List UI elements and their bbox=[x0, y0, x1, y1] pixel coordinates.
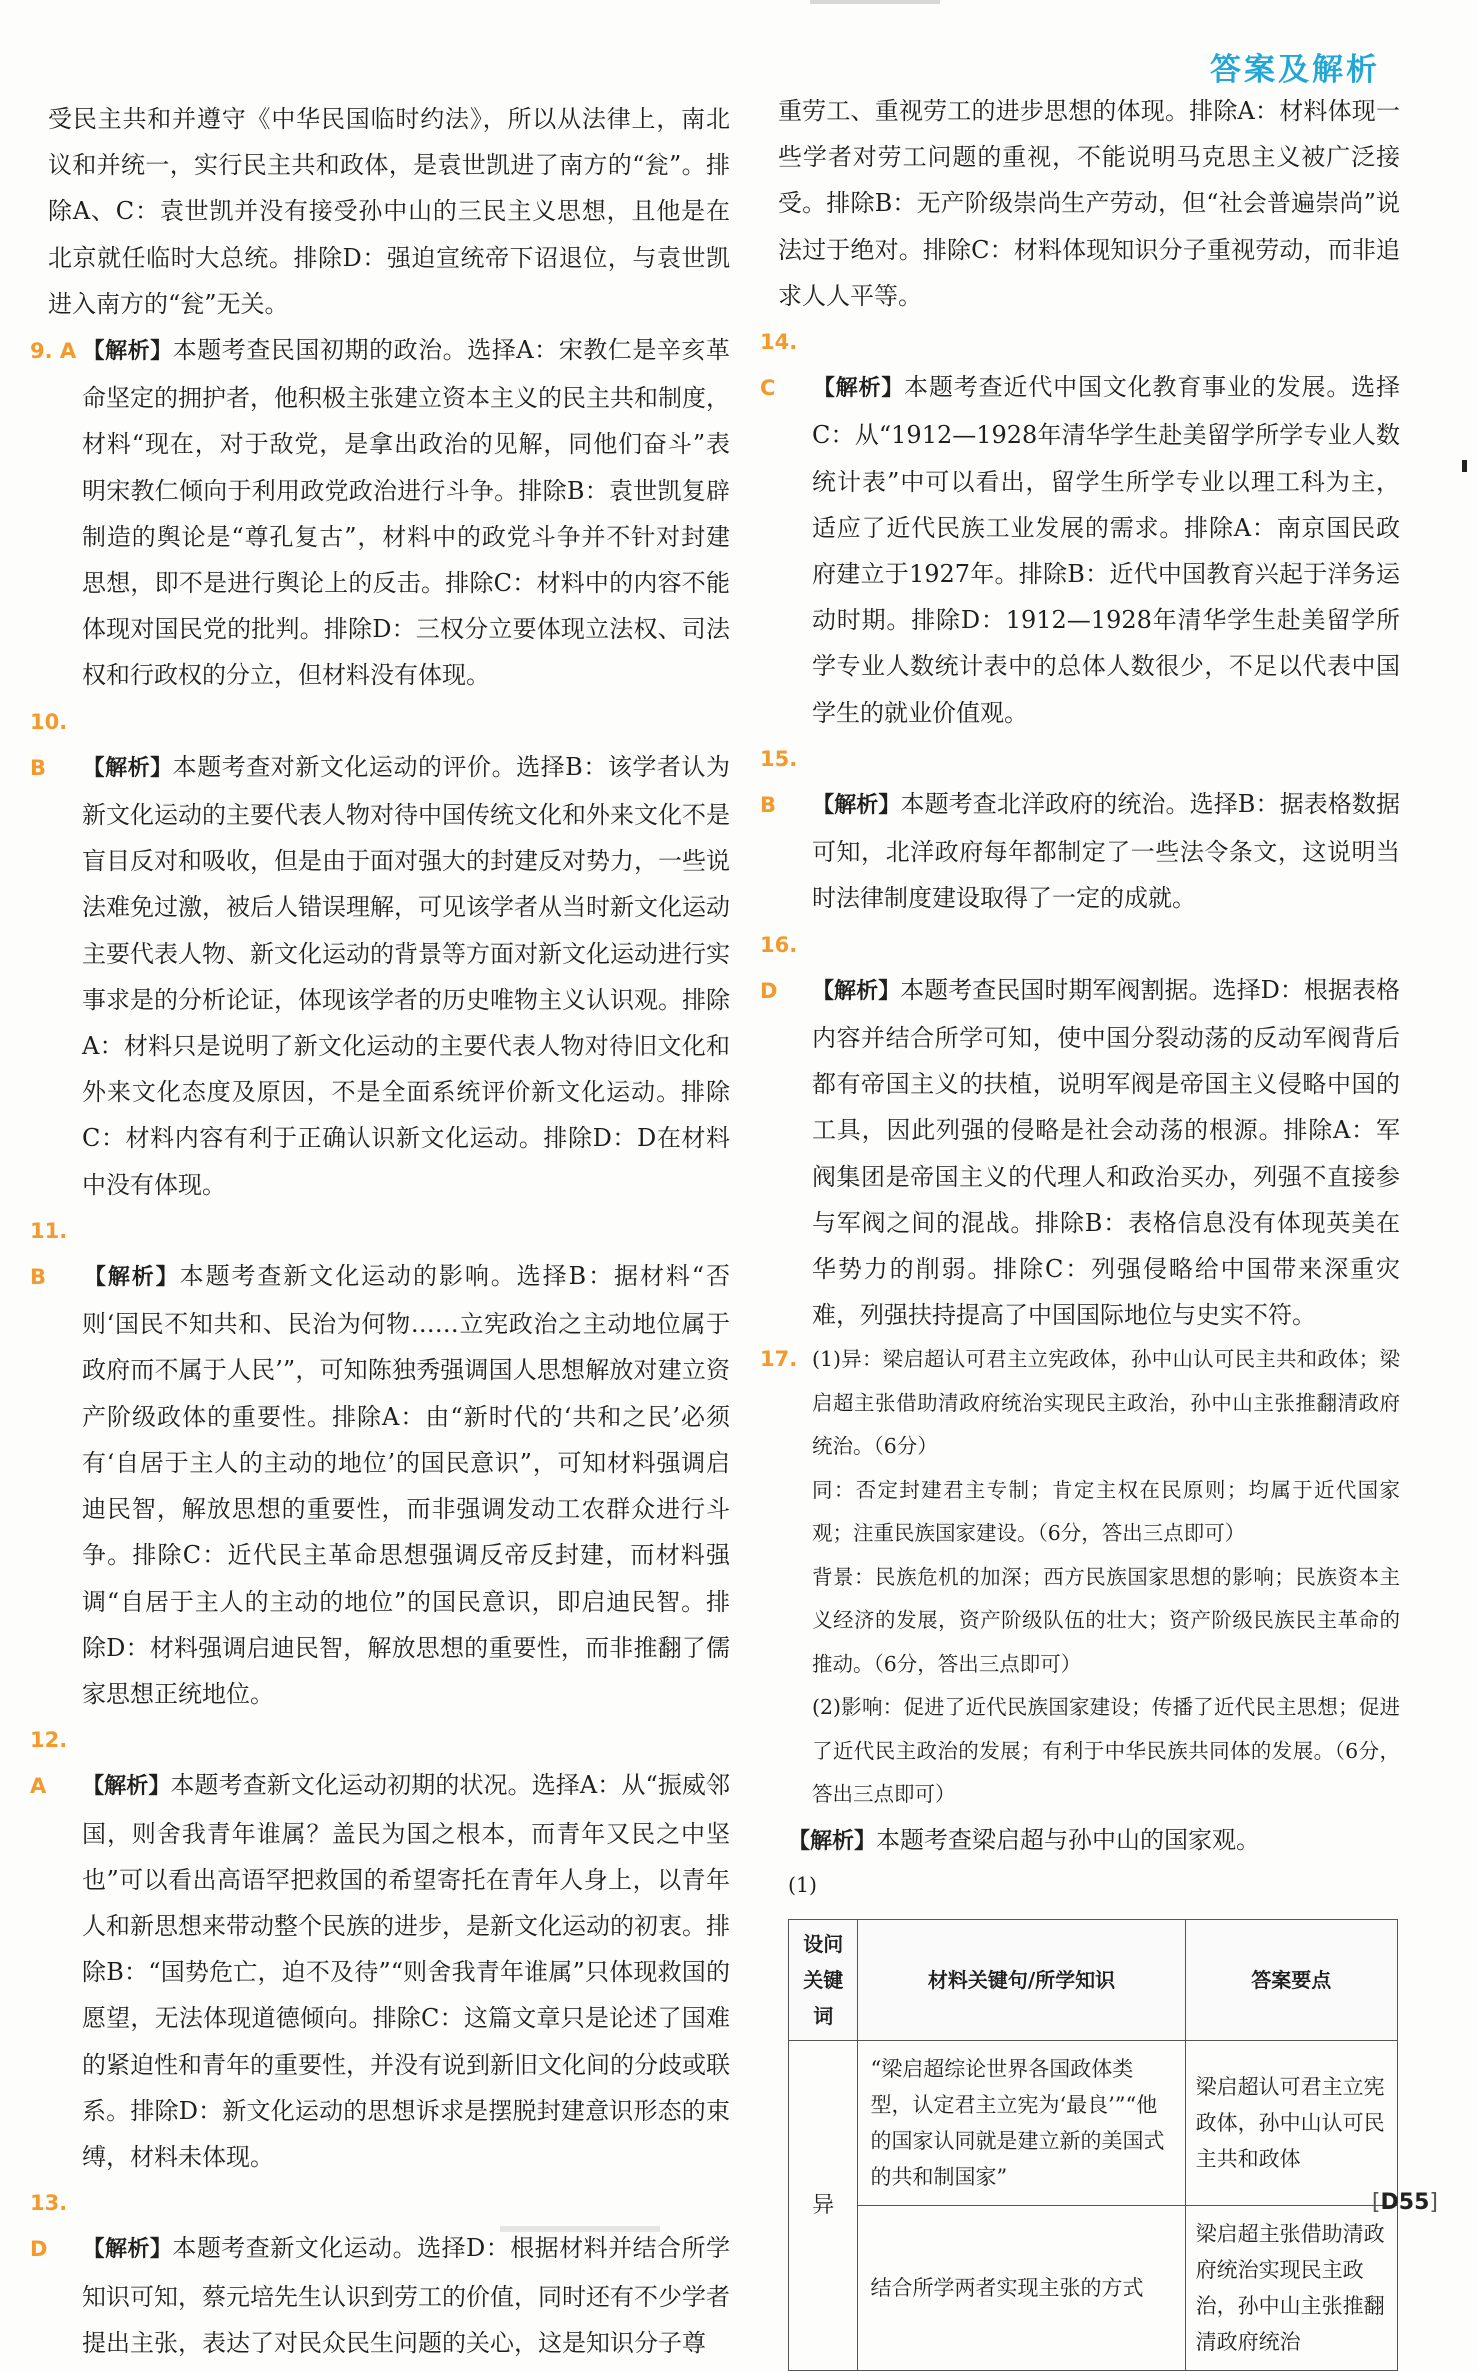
page-number-bracket-open: [ bbox=[1371, 2190, 1381, 2215]
answer-text: 受民主共和并遵守《中华民国临时约法》，所以从法律上，南北议和并统一，实行民主共和政体，是袁世凯进了南方的“瓮”。排除A、C：袁世凯并没有接受孙中山的三民主义思想，且他是在北京就任临时大总统。排除D：强迫宣统帝下诏退位，与袁世凯进入南方的“瓮”无关。 bbox=[48, 105, 730, 318]
answer-item-9 bbox=[30, 327, 730, 699]
answer-text: 本题考查近代中国文化教育事业的发展。选择C：从“1912—1928年清华学生赴美留学所学专业人数统计表”中可以看出，留学生所学专业以理工科为主，适应了近代民族工业发展的需求。排除A：南京国民政府建立于1927年。排除B：近代中国教育兴起于洋务运动时期。排除D：1912—1928年清华学生赴美留学所学专业人数统计表中的总体人数很少，不足以代表中国学生的就业价值观。 bbox=[812, 373, 1400, 727]
part-label: (1) bbox=[788, 1873, 818, 1898]
table-points-cell: 梁启超认可君主立宪政体，孙中山认可民主共和政体 bbox=[1185, 2041, 1397, 2206]
analysis-label: 【解析】 bbox=[82, 1265, 180, 1291]
table-header-row bbox=[789, 1920, 1398, 2041]
answer-number: 13. D bbox=[30, 2191, 68, 2262]
continued-answer-13 bbox=[760, 88, 1400, 319]
answer-text: (2)影响：促进了近代民族国家建设；传播了近代民主思想；促进了近代民主政治的发展；有利于中华民族共同体的发展。（6分，答出三点即可） bbox=[812, 1695, 1400, 1807]
page-number-bracket-close: ] bbox=[1429, 2190, 1438, 2215]
table-header-cell: 答案要点 bbox=[1185, 1920, 1397, 2041]
analysis-label: 【解析】 bbox=[82, 339, 173, 365]
key-points-table bbox=[788, 1919, 1398, 2371]
scan-mark-bottom bbox=[500, 2226, 660, 2232]
answer-17-part1-difference bbox=[760, 1338, 1400, 1469]
table-header-cell: 材料关键句/所学知识 bbox=[858, 1920, 1185, 2041]
answer-text: 重劳工、重视劳工的进步思想的体现。排除A：材料体现一些学者对劳工问题的重视，不能说明马克思主义被广泛接受。排除B：无产阶级崇尚生产劳动，但“社会普遍崇尚”说法过于绝对。排除C：材料体现知识分子重视劳动，而非追求人人平等。 bbox=[778, 97, 1400, 310]
answer-text: 同：否定封建君主专制；肯定主权在民原则；均属于近代国家观；注重民族国家建设。（6分，答出三点即可） bbox=[812, 1477, 1400, 1546]
answer-number: 10. B bbox=[30, 709, 68, 780]
section-header-title: 答案及解析 bbox=[1210, 52, 1380, 88]
answer-text: (1)异：梁启超认可君主立宪政体，孙中山认可民主共和政体；梁启超主张借助清政府统治实现民主政治，孙中山主张推翻清政府统治。（6分） bbox=[812, 1347, 1400, 1459]
table-key-cell: 异 bbox=[789, 2041, 858, 2371]
page-number-text: D55 bbox=[1380, 2190, 1430, 2215]
analysis-label: 【解析】 bbox=[812, 793, 901, 819]
analysis-label: 【解析】 bbox=[82, 755, 173, 781]
analysis-label: 【解析】 bbox=[788, 1828, 877, 1854]
answer-text: 本题考查对新文化运动的评价。选择B：该学者认为新文化运动的主要代表人物对待中国传统文化和外来文化不是盲目反对和吸收，但是由于面对强大的封建反对势力，一些说法难免过激，被后人错误理解，可见该学者从当时新文化运动主要代表人物、新文化运动的背景等方面对新文化运动进行实事求是的分析论证，体现该学者的历史唯物主义认识观。排除A：材料只是说明了新文化运动的主要代表人物对待旧文化和外来文化态度及原因，不是全面系统评价新文化运动。排除C：材料内容有利于正确认识新文化运动。排除D：D在材料中没有体现。 bbox=[82, 752, 730, 1199]
answer-number: 11. B bbox=[30, 1218, 68, 1290]
answer-text: 本题考查新文化运动的影响。选择B：据材料“否则‘国民不知共和、民治为何物……立宪政治之主动地位属于政府而不属于人民’”，可知陈独秀强调国人思想解放对建立资产阶级政体的重要性。排除A：由“新时代的‘共和之民’必须有‘自居于主人的主动的地位’的国民意识”，可知材料强调启迪民智，解放思想的重要性，而非强调发动工农群众进行斗争。排除C：近代民主革命思想强调反帝反封建，而材料强调“自居于主人的主动的地位”的国民意识，即启迪民智。排除D：材料强调启迪民智，解放思想的重要性，而非推翻了儒家思想正统地位。 bbox=[82, 1262, 730, 1708]
answer-text: 本题考查北洋政府的统治。选择B：据表格数据可知，北洋政府每年都制定了一些法令条文，这说明当时法律制度建设取得了一定的成就。 bbox=[812, 790, 1400, 913]
right-column bbox=[760, 88, 1400, 2371]
answer-item-12 bbox=[30, 1717, 730, 2180]
scan-mark-side bbox=[1462, 460, 1467, 472]
answer-text: 本题考查民国初期的政治。选择A：宋教仁是辛亥革命坚定的拥护者，他积极主张建立资本主义的民主共和制度，材料“现在，对于敌党，是拿出政治的见解，同他们奋斗”表明宋教仁倾向于利用政党政治进行斗争。排除B：袁世凯复辟制造的舆论是“尊孔复古”，材料中的政党斗争并不针对封建思想，即不是进行舆论上的反击。排除C：材料中的内容不能体现对国民党的批判。排除D：三权分立要体现立法权、司法权和行政权的分立，但材料没有体现。 bbox=[82, 336, 730, 690]
answer-17-part1-similarity bbox=[760, 1469, 1400, 1556]
answer-17-part1-background bbox=[760, 1556, 1400, 1687]
analysis-label: 【解析】 bbox=[812, 376, 905, 402]
page-number bbox=[1372, 2190, 1438, 2215]
scan-mark-top bbox=[810, 0, 940, 4]
answer-number: 15. B bbox=[760, 746, 798, 818]
answer-number: 14. C bbox=[760, 330, 798, 401]
answer-item-11 bbox=[30, 1208, 730, 1717]
answer-number: 17. bbox=[760, 1347, 798, 1372]
answer-item-14 bbox=[760, 319, 1400, 736]
analysis-label: 【解析】 bbox=[82, 2237, 173, 2263]
answer-number: 16. D bbox=[760, 932, 798, 1003]
answer-text: 本题考查民国时期军阀割据。选择D：根据表格内容并结合所学可知，使中国分裂动荡的反动军阀背后都有帝国主义的扶植，说明军阀是帝国主义侵略中国的工具，因此列强的侵略是社会动荡的根源。排除A：军阀集团是帝国主义的代理人和政治买办，列强不直接参与军阀之间的混战。排除B：表格信息没有体现英美在华势力的削弱。排除C：列强侵略给中国带来深重灾难，列强扶持提高了中国国际地位与史实不符。 bbox=[812, 975, 1400, 1330]
answer-text: 本题考查新文化运动。选择D：根据材料并结合所学知识可知，蔡元培先生认识到劳工的价值，同时还有不少学者提出主张，表达了对民众民生问题的关心，这是知识分子尊 bbox=[82, 2234, 730, 2357]
answer-text: 本题考查新文化运动初期的状况。选择A：从“振威邻国，则舍我青年谁属？盖民为国之根本，而青年又民之中坚也”可以看出高语罕把救国的希望寄托在青年人身上，以青年人和新思想来带动整个民族的进步，是新文化运动的初衷。排除B：“国势危亡，迫不及待”“则舍我青年谁属”只体现救国的愿望，无法体现道德倾向。排除C：这篇文章只是论述了国难的紧迫性和青年的重要性，并没有说到新旧文化间的分歧或联系。排除D：新文化运动的思想诉求是摆脱封建意识形态的束缚，材料未体现。 bbox=[82, 1771, 730, 2171]
table-row bbox=[789, 2041, 1398, 2206]
analysis-label: 【解析】 bbox=[82, 1774, 171, 1800]
table-header-cell: 设问关键词 bbox=[789, 1920, 858, 2041]
answer-text: 本题考查梁启超与孙中山的国家观。 bbox=[876, 1825, 1261, 1854]
answer-number: 9. A bbox=[30, 339, 77, 364]
answer-item-15 bbox=[760, 736, 1400, 922]
left-column bbox=[30, 96, 730, 2366]
table-material-cell: 结合所学两者实现主张的方式 bbox=[858, 2206, 1185, 2371]
answer-item-13 bbox=[30, 2180, 730, 2366]
table-row bbox=[789, 2206, 1398, 2371]
answer-17-part2-impact bbox=[760, 1686, 1400, 1817]
answer-17-analysis bbox=[760, 1817, 1400, 1865]
table-material-cell: “梁启超综论世界各国政体类型，认定君主立宪为‘最良’”“他的国家认同就是建立新的美国式的共和制国家” bbox=[858, 2041, 1185, 2206]
answer-17-part-label bbox=[760, 1865, 1400, 1905]
answer-text: 背景：民族危机的加深；西方民族国家思想的影响；民族资本主义经济的发展，资产阶级队伍的壮大；资产阶级民族民主革命的推动。（6分，答出三点即可） bbox=[812, 1564, 1400, 1676]
answer-item-10 bbox=[30, 699, 730, 1208]
continued-answer-8 bbox=[30, 96, 730, 327]
answer-number: 12. A bbox=[30, 1728, 68, 1799]
analysis-label: 【解析】 bbox=[812, 978, 901, 1004]
answer-item-16 bbox=[760, 922, 1400, 1339]
table-points-cell: 梁启超主张借助清政府统治实现民主政治，孙中山主张推翻清政府统治 bbox=[1185, 2206, 1397, 2371]
